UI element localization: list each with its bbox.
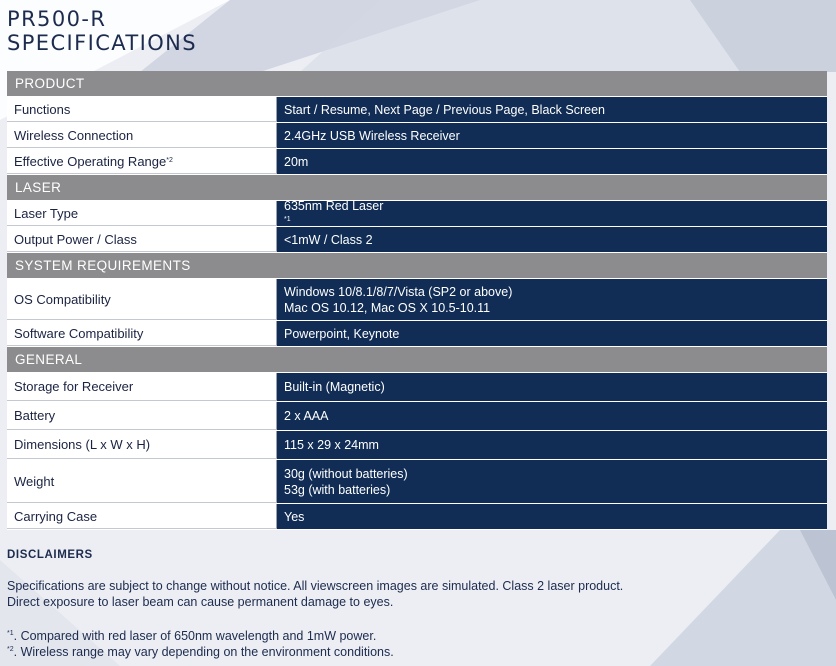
footnotes [7,628,394,660]
spec-table [7,71,827,530]
section-header-general: GENERAL [7,347,827,373]
row-label: Functions [7,97,277,122]
table-row [7,321,827,347]
row-value: 2.4GHz USB Wireless Receiver [277,123,827,148]
table-row [7,431,827,460]
row-label: Storage for Receiver [7,373,277,401]
row-label: Laser Type [7,201,277,226]
row-label: Battery [7,402,277,430]
title-model: PR500-R [7,7,107,31]
row-value: Windows 10/8.1/8/7/Vista (SP2 or above) Mac OS 10.12, Mac OS X 10.5-10.11 [277,279,827,320]
row-label: Dimensions (L x W x H) [7,431,277,459]
section-header-system-requirements: SYSTEM REQUIREMENTS [7,253,827,279]
table-row [7,504,827,530]
table-row [7,402,827,431]
table-row [7,97,827,123]
table-row [7,227,827,253]
table-row [7,373,827,402]
row-label: Output Power / Class [7,227,277,252]
section-header-product: PRODUCT [7,71,827,97]
row-value: 2 x AAA [277,402,827,430]
row-value: Powerpoint, Keynote [277,321,827,346]
row-value: <1mW / Class 2 [277,227,827,252]
footnote-2: $^{*2}$. Wireless range may vary depending on the environment conditions. [7,645,394,659]
row-label: Software Compatibility [7,321,277,346]
row-value: 635nm Red Laser $^{*1}$ [277,201,827,226]
row-label: Effective Operating Range *2 [7,149,277,174]
footnote-1: $^{*1}$. Compared with red laser of 650nm wavelength and 1mW power. [7,629,377,643]
table-row [7,149,827,175]
row-value: Yes [277,504,827,529]
table-row [7,279,827,321]
row-value: 20m [277,149,827,174]
footnote-marker: *1 [284,215,291,223]
table-row [7,123,827,149]
row-value: Built-in (Magnetic) [277,373,827,401]
title-specifications: SPECIFICATIONS [7,31,197,55]
row-label: Wireless Connection [7,123,277,148]
table-row [7,460,827,504]
page-title [7,7,197,55]
table-row [7,198,827,227]
row-value: Start / Resume, Next Page / Previous Page, Black Screen [277,97,827,122]
row-label: Carrying Case [7,504,277,529]
row-label: OS Compatibility [7,279,277,320]
row-value: 115 x 29 x 24mm [277,431,827,459]
row-value: 30g (without batteries) 53g (with batteries) [277,460,827,503]
row-label: Weight [7,460,277,503]
disclaimers-text: Specifications are subject to change without notice. All viewscreen images are simulated. Class 2 laser product. Direct exposure to laser beam can cause permanent damage to eyes. [7,579,624,609]
section-header-laser: LASER [7,175,827,201]
disclaimers-heading: DISCLAIMERS [7,549,93,561]
